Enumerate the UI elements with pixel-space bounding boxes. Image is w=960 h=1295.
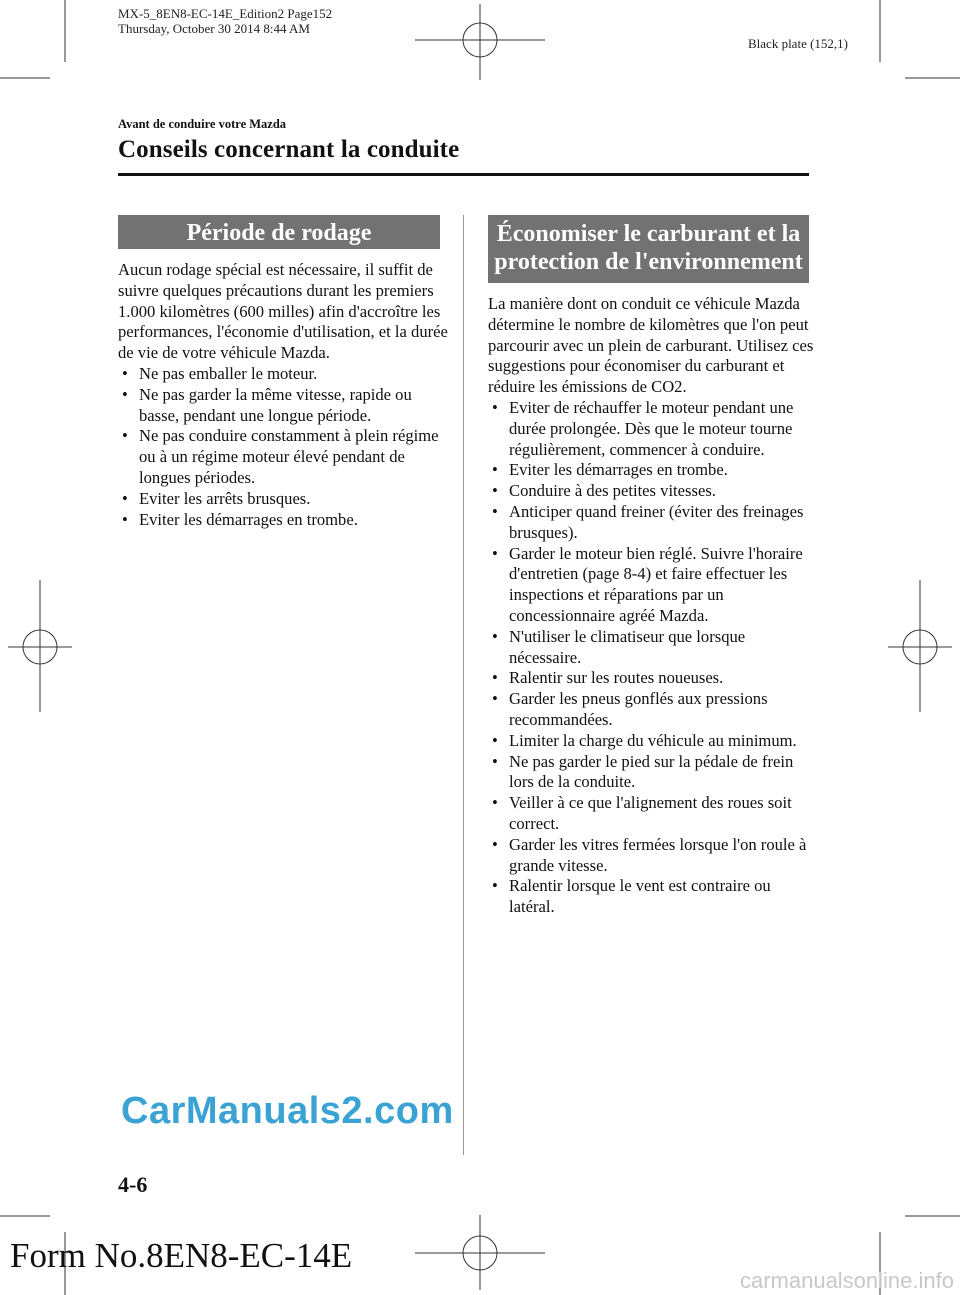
list-item-text: Eviter les démarrages en trombe. <box>139 509 358 529</box>
bullet-icon: • <box>492 876 498 896</box>
list-item <box>488 752 818 794</box>
list-item <box>488 481 818 502</box>
heading-fuel-economy-line1: Économiser le carburant et la <box>496 221 801 247</box>
list-item-text: Ne pas conduire constamment à plein régime ou à un régime moteur élevé pendant de longues périodes. <box>139 426 439 487</box>
list-item <box>118 385 448 427</box>
print-metadata <box>118 6 332 36</box>
print-meta-date: Thursday, October 30 2014 8:44 AM <box>118 21 310 36</box>
bullet-icon: • <box>492 730 498 750</box>
list-item <box>118 364 448 385</box>
footer-watermark: carmanualsonline.info <box>739 1268 954 1293</box>
bullet-icon: • <box>492 668 498 688</box>
list-item <box>118 426 448 488</box>
bullet-icon: • <box>492 793 498 813</box>
list-item-text: Eviter de réchauffer le moteur pendant une durée prolongée. Dès que le moteur tourne régulièrement, commencer à conduire. <box>509 397 794 459</box>
bullet-icon: • <box>492 834 498 854</box>
list-item-text: Ne pas garder le pied sur la pédale de frein lors de la conduite. <box>509 751 794 792</box>
list-item-text: Eviter les arrêts brusques. <box>139 488 311 508</box>
list-item-text: Garder les vitres fermées lorsque l'on roule à grande vitesse. <box>509 834 807 875</box>
title-rule <box>118 173 809 176</box>
list-item <box>488 835 818 877</box>
right-column <box>488 294 818 918</box>
plate-label: Black plate (152,1) <box>748 36 848 51</box>
list-item <box>488 627 818 669</box>
list-item <box>488 876 818 918</box>
page-title: Conseils concernant la conduite <box>118 136 460 163</box>
section-name: Avant de conduire votre Mazda <box>118 117 287 131</box>
list-item-text: Veiller à ce que l'alignement des roues soit correct. <box>509 793 792 833</box>
bullet-icon: • <box>492 689 498 709</box>
fuel-economy-list <box>488 398 818 918</box>
bullet-icon: • <box>492 626 498 646</box>
list-item-text: Conduire à des petites vitesses. <box>509 481 716 501</box>
list-item-text: Garder le moteur bien réglé. Suivre l'horaire d'entretien (page 8-4) et faire effectuer les inspections et réparations par un concessionnaire agréé Mazda. <box>509 543 803 625</box>
watermark-logo: CarManuals2.com <box>121 1090 454 1132</box>
list-item-text: Limiter la charge du véhicule au minimum. <box>509 730 797 750</box>
bullet-icon: • <box>492 543 498 563</box>
list-item <box>118 489 448 510</box>
print-meta-file: MX-5_8EN8-EC-14E_Edition2 Page152 <box>118 6 333 21</box>
bullet-icon: • <box>492 751 498 771</box>
bullet-icon: • <box>122 363 128 383</box>
list-item <box>488 502 818 544</box>
list-item-text: Ralentir sur les routes noueuses. <box>509 668 724 688</box>
bullet-icon: • <box>122 384 128 404</box>
list-item <box>488 460 818 481</box>
list-item <box>488 731 818 752</box>
list-item-text: Ne pas emballer le moteur. <box>139 363 318 383</box>
bullet-icon: • <box>122 426 128 446</box>
list-item-text: Ralentir lorsque le vent est contraire ou latéral. <box>509 876 771 917</box>
break-in-intro: Aucun rodage spécial est nécessaire, il suffit de suivre quelques précautions durant les premiers 1.000 kilomètres (600 milles) afin d'accroître les performances, l'économie d'utilisation, et la durée de vie de votre véhicule Mazda. <box>118 260 448 363</box>
list-item <box>488 793 818 835</box>
column-divider <box>463 215 464 1155</box>
bullet-icon: • <box>492 481 498 501</box>
list-item-text: Anticiper quand freiner (éviter des freinages brusques). <box>509 501 804 542</box>
heading-fuel-economy-line2: protection de l'environnement <box>494 249 803 275</box>
form-number: Form No.8EN8-EC-14E <box>10 1236 353 1275</box>
list-item <box>488 689 818 731</box>
heading-fuel-economy <box>488 215 809 283</box>
list-item <box>488 544 818 627</box>
list-item <box>488 398 818 460</box>
bullet-icon: • <box>122 509 128 529</box>
list-item-text: Garder les pneus gonflés aux pressions recommandées. <box>509 689 768 729</box>
bullet-icon: • <box>492 501 498 521</box>
page-number: 4-6 <box>118 1172 148 1197</box>
bullet-icon: • <box>492 460 498 480</box>
left-column <box>118 260 448 530</box>
fuel-economy-intro: La manière dont on conduit ce véhicule Mazda détermine le nombre de kilomètres que l'on peut parcourir avec un plein de carburant. Utilisez ces suggestions pour économiser du carburant et réduire les émissions de CO2. <box>488 294 814 397</box>
bullet-icon: • <box>122 488 128 508</box>
list-item-text: N'utiliser le climatiseur que lorsque nécessaire. <box>509 626 746 667</box>
list-item-text: Eviter les démarrages en trombe. <box>509 460 728 480</box>
list-item-text: Ne pas garder la même vitesse, rapide ou basse, pendant une longue période. <box>139 384 412 425</box>
heading-break-in-period: Période de rodage <box>118 215 440 249</box>
list-item <box>118 510 448 531</box>
list-item <box>488 668 818 689</box>
break-in-list <box>118 364 448 530</box>
bullet-icon: • <box>492 397 498 417</box>
